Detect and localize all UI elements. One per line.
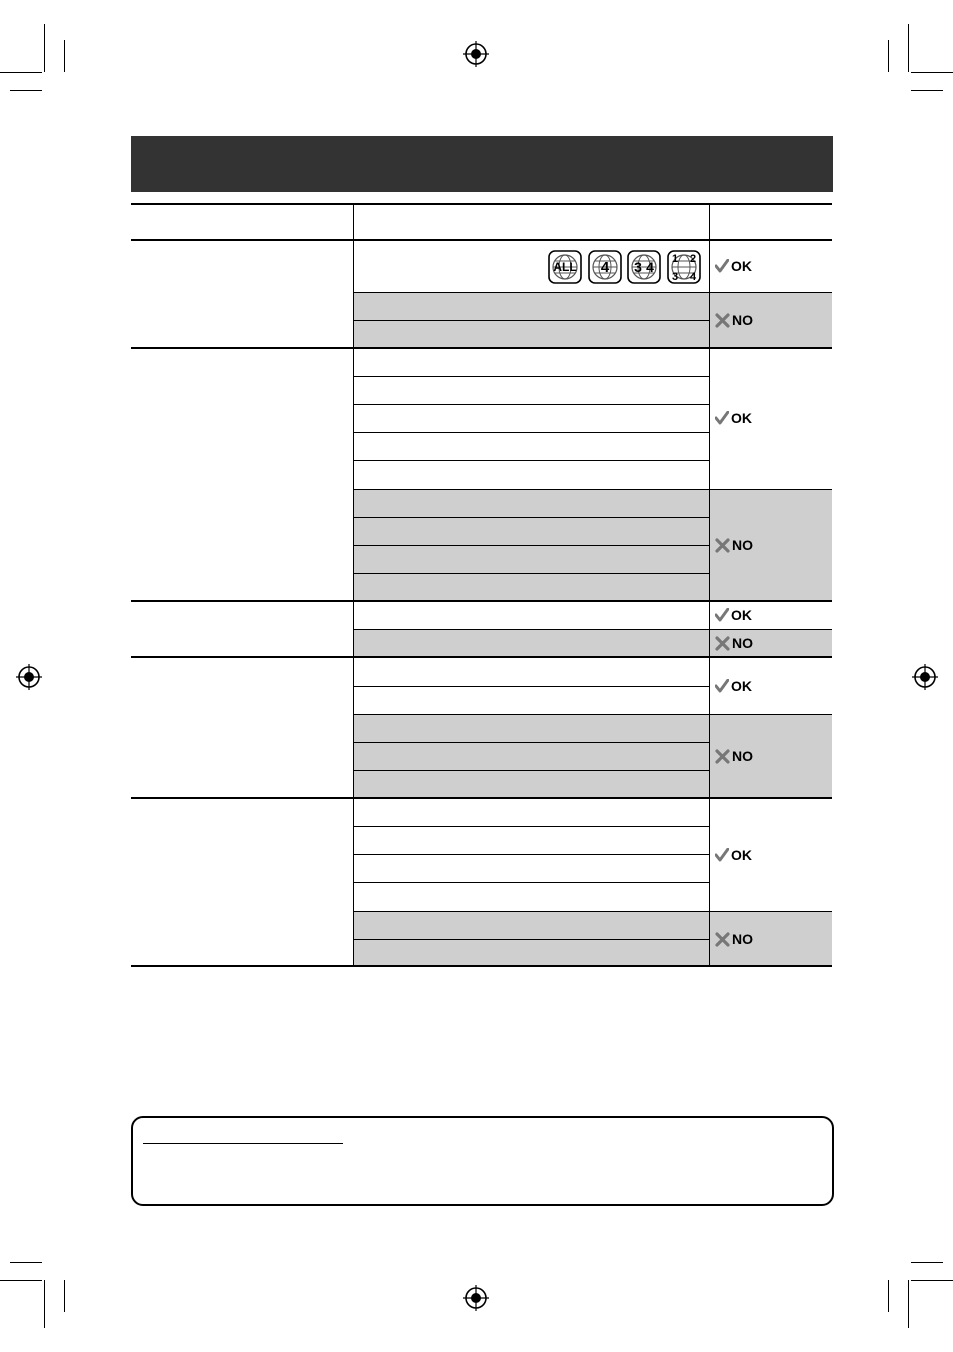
region-label: 3 <box>634 259 642 275</box>
checkmark-icon <box>715 608 729 622</box>
status-no-label: NO <box>732 537 753 553</box>
cross-icon <box>715 932 730 947</box>
group-rule <box>131 600 832 602</box>
status-ok-label: OK <box>731 258 752 274</box>
region-label: 1 <box>671 253 679 265</box>
region-label: ALL <box>553 260 577 274</box>
checkmark-icon <box>715 679 729 693</box>
status-ok-label: OK <box>731 847 752 863</box>
row-rule <box>354 854 709 855</box>
group-rule <box>131 797 832 799</box>
status-ok <box>715 410 752 426</box>
row-rule <box>354 770 709 771</box>
note-box <box>131 1116 834 1206</box>
row-rule <box>354 489 832 490</box>
shaded-no-group <box>354 629 832 657</box>
table-top-rule <box>131 203 832 205</box>
row-rule <box>354 292 832 293</box>
row-rule <box>354 939 709 940</box>
status-ok-label: OK <box>731 410 752 426</box>
row-rule <box>354 545 709 546</box>
shaded-no-group <box>354 714 832 798</box>
region-label: 4 <box>600 259 610 276</box>
row-rule <box>354 404 709 405</box>
status-ok <box>715 258 752 274</box>
status-ok <box>715 678 752 694</box>
region-all-globe-icon <box>548 250 582 284</box>
column-divider <box>709 203 710 967</box>
region-4-globe-icon <box>588 250 622 284</box>
table-bottom-rule <box>131 965 832 967</box>
row-rule <box>354 882 709 883</box>
cross-icon <box>715 313 730 328</box>
status-no-label: NO <box>732 931 753 947</box>
section-header-bar <box>131 136 833 192</box>
cross-icon <box>715 538 730 553</box>
registration-mark-icon <box>463 41 489 67</box>
status-no <box>715 312 753 328</box>
status-no <box>715 748 753 764</box>
row-rule <box>354 432 709 433</box>
cross-icon <box>715 636 730 651</box>
row-rule <box>354 517 709 518</box>
status-no-label: NO <box>732 635 753 651</box>
row-rule <box>354 320 709 321</box>
checkmark-icon <box>715 259 729 273</box>
registration-mark-icon <box>16 664 42 690</box>
registration-mark-icon <box>912 664 938 690</box>
group-rule <box>131 656 832 658</box>
status-ok-label: OK <box>731 607 752 623</box>
column-divider <box>353 203 354 967</box>
row-rule <box>354 460 709 461</box>
row-rule <box>354 376 709 377</box>
region-label: 4 <box>646 259 654 275</box>
status-ok <box>715 607 752 623</box>
group-rule <box>131 347 832 349</box>
status-no <box>715 635 753 651</box>
cross-icon <box>715 749 730 764</box>
region-3-4-globe-icon <box>627 250 661 284</box>
status-ok <box>715 847 752 863</box>
status-ok-label: OK <box>731 678 752 694</box>
row-rule <box>354 629 832 630</box>
region-label: 2 <box>689 253 697 265</box>
checkmark-icon <box>715 411 729 425</box>
region-label: 4 <box>689 271 697 283</box>
note-heading-underline <box>143 1143 343 1144</box>
checkmark-icon <box>715 848 729 862</box>
region-label: 3 <box>671 271 679 283</box>
header-bottom-rule <box>131 239 832 241</box>
row-rule <box>354 911 832 912</box>
status-no-label: NO <box>732 312 753 328</box>
region-1-2-3-4-globe-icon <box>667 250 701 284</box>
row-rule <box>354 714 832 715</box>
registration-mark-icon <box>463 1285 489 1311</box>
row-rule <box>354 573 709 574</box>
status-no <box>715 931 753 947</box>
status-no <box>715 537 753 553</box>
row-rule <box>354 826 709 827</box>
status-no-label: NO <box>732 748 753 764</box>
row-rule <box>354 686 709 687</box>
row-rule <box>354 742 709 743</box>
